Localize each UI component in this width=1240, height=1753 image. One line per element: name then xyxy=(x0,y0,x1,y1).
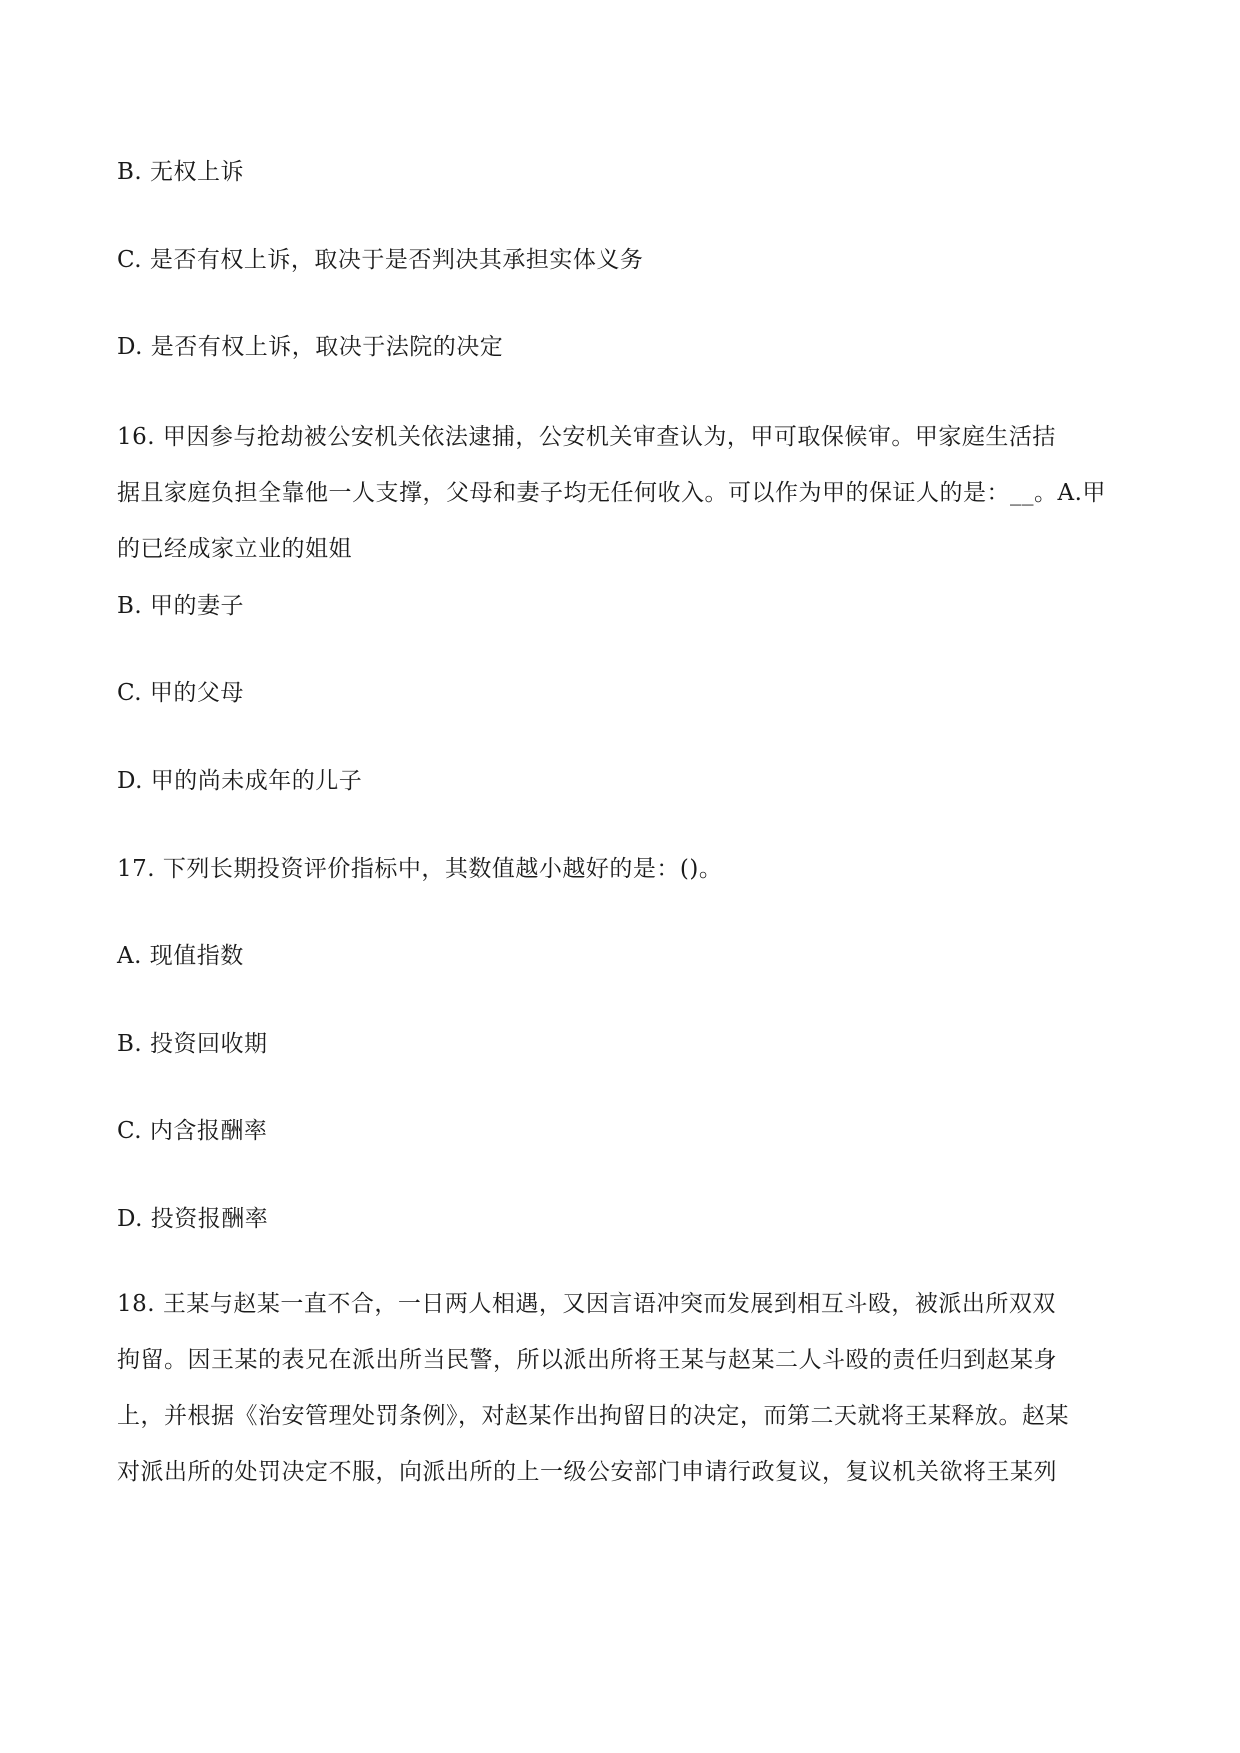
question-18 xyxy=(117,1276,1127,1500)
question-16-line-2: 据且家庭负担全靠他一人支撑，父母和妻子均无任何收入。可以作为甲的保证人的是：__。A.甲 xyxy=(117,480,1106,506)
option-16-c: C. 甲的父母 xyxy=(117,680,244,706)
option-15-d: D. 是否有权上诉，取决于法院的决定 xyxy=(117,334,504,360)
question-18-line-4: 对派出所的处罚决定不服，向派出所的上一级公安部门申请行政复议，复议机关欲将王某列 xyxy=(117,1459,1057,1485)
question-18-line-2: 拘留。因王某的表兄在派出所当民警，所以派出所将王某与赵某二人斗殴的责任归到赵某身 xyxy=(117,1347,1057,1373)
option-17-b: B. 投资回收期 xyxy=(117,1031,268,1057)
question-18-line-3: 上，并根据《治安管理处罚条例》，对赵某作出拘留日的决定，而第二天就将王某释放。赵某 xyxy=(117,1403,1069,1429)
question-18-line-1: 18. 王某与赵某一直不合，一日两人相遇，又因言语冲突而发展到相互斗殴，被派出所双双 xyxy=(117,1291,1056,1317)
question-17: 17. 下列长期投资评价指标中，其数值越小越好的是：()。 xyxy=(117,856,723,882)
option-16-b: B. 甲的妻子 xyxy=(117,593,245,619)
option-16-d: D. 甲的尚未成年的儿子 xyxy=(117,768,363,794)
question-16-line-3: 的已经成家立业的姐姐 xyxy=(117,536,352,562)
option-15-b: B. 无权上诉 xyxy=(117,159,245,185)
option-15-c: C. 是否有权上诉，取决于是否判决其承担实体义务 xyxy=(117,247,644,273)
question-16 xyxy=(117,409,1127,577)
question-16-line-1: 16. 甲因参与抢劫被公安机关依法逮捕，公安机关审查认为，甲可取保候审。甲家庭生活拮 xyxy=(117,424,1056,450)
option-17-a: A. 现值指数 xyxy=(117,943,244,969)
option-17-c: C. 内含报酬率 xyxy=(117,1118,268,1144)
option-17-d: D. 投资报酬率 xyxy=(117,1206,269,1232)
